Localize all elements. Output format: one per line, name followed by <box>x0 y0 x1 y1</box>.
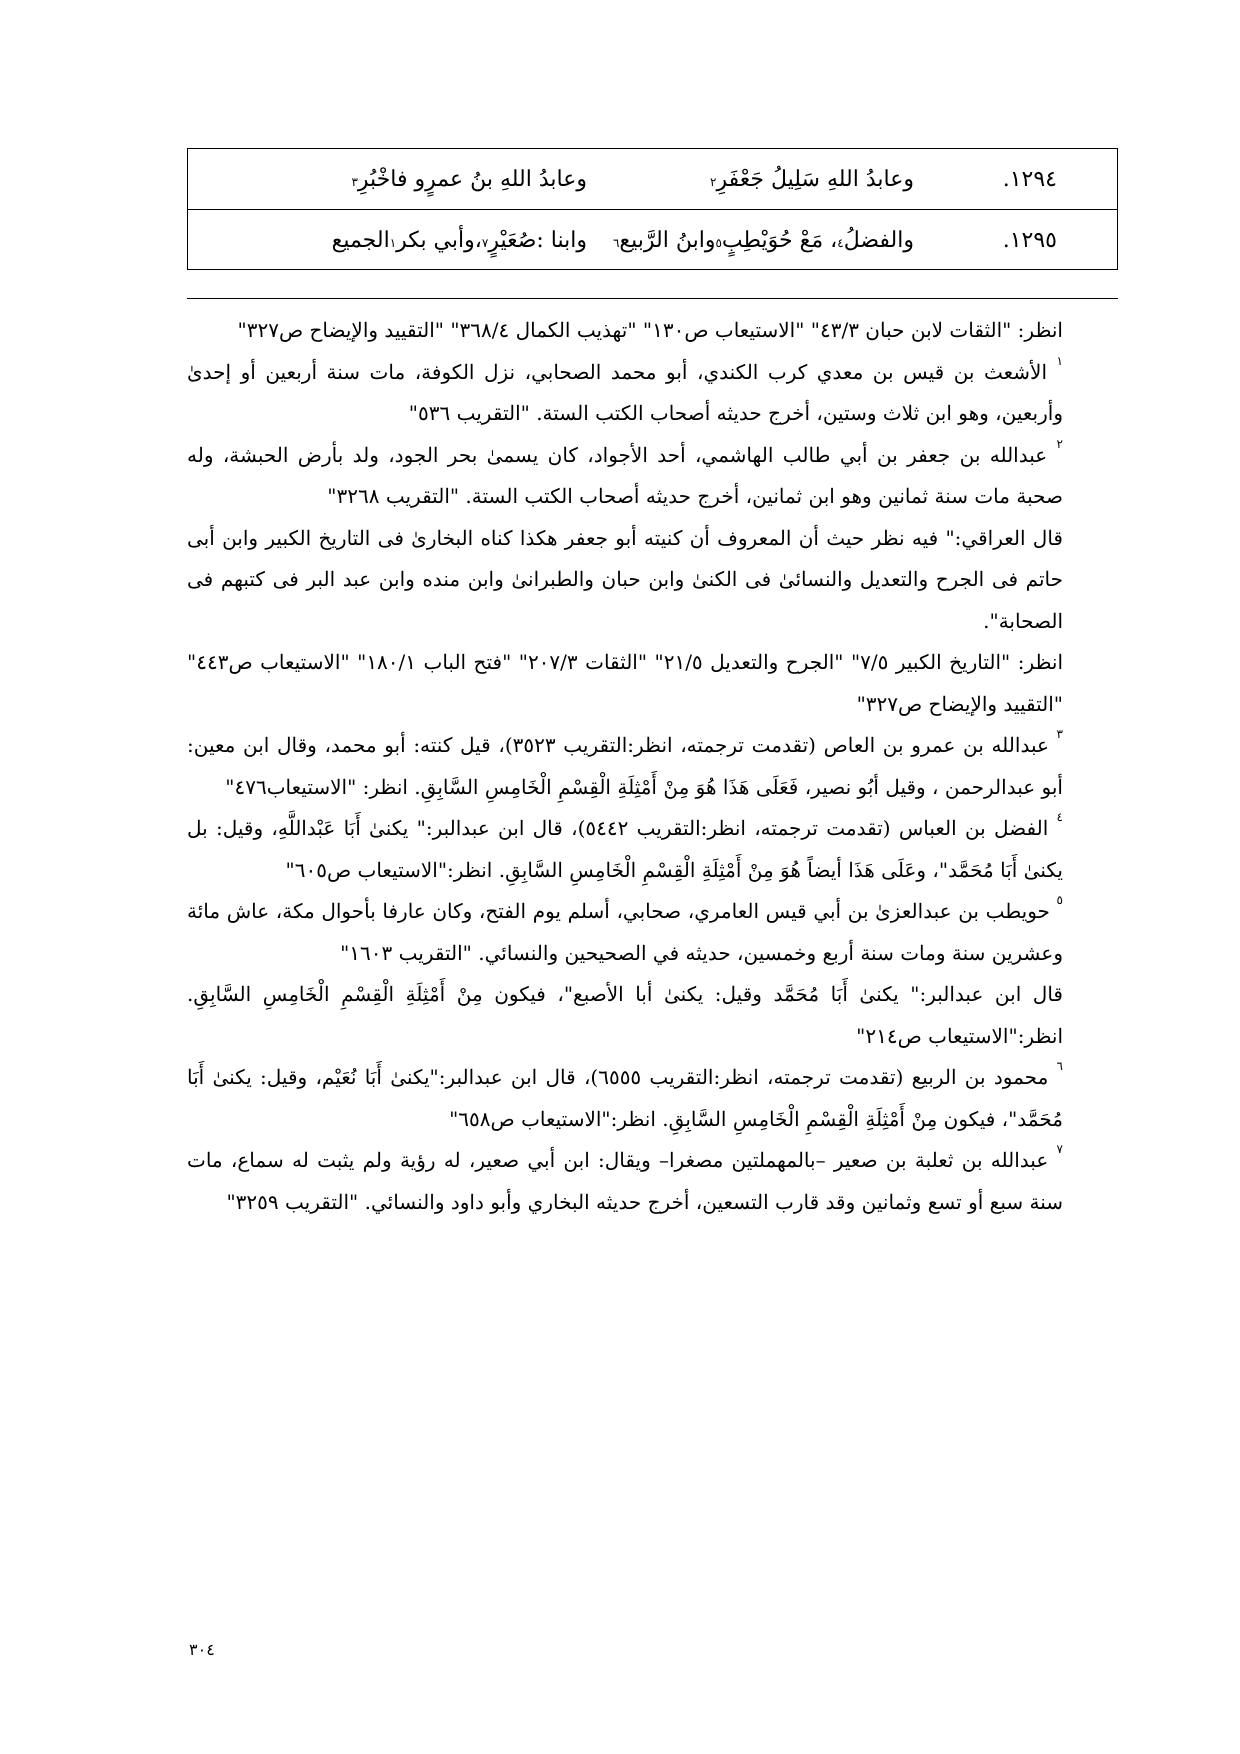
footnote-marker: ١ <box>389 236 397 250</box>
footnote-marker: ٢ <box>710 175 717 189</box>
footnote-text: انظر: "التاريخ الكبير ٧/٥" "الجرح والتعديل ٢١/٥" "الثقات ٢٠٧/٣" "فتح الباب ١٨٠/١" "الاستيعاب ص٤٤٣" "التقييد والإيضاح ص٣٢٧" <box>187 650 1064 716</box>
footnote <box>187 518 1063 643</box>
footnote <box>187 808 1063 891</box>
footnote <box>187 642 1063 725</box>
verse-second-hemistich <box>332 210 587 270</box>
footnote-marker: ٣ <box>351 175 358 189</box>
footnote-number: ٧ <box>1056 1142 1063 1156</box>
verse-table <box>187 148 1118 270</box>
footnote-text: انظر: "الثقات لابن حبان ٤٣/٣" "الاستيعاب ص١٣٠" "تهذيب الكمال ٣٦٨/٤" "التقييد والإيضاح ص٣٢٧" <box>237 318 1063 342</box>
verse-number: ١٢٩٥. <box>1002 227 1057 253</box>
footnote-number: ٤ <box>1056 810 1063 824</box>
footnote <box>187 1057 1063 1140</box>
footnote-marker: ٤ <box>837 236 844 250</box>
footnote-number: ٦ <box>1056 1059 1063 1073</box>
footnote-number: ٥ <box>1056 893 1063 907</box>
footnote-separator <box>187 298 1118 299</box>
verse-text: وابنا :صُعَيْرٍ <box>488 227 587 253</box>
footnote <box>187 1140 1063 1223</box>
footnote <box>187 352 1063 435</box>
verse-text: وابنُ الرَّبيع <box>619 227 716 253</box>
verse-text: ،وأبي بكر <box>396 227 482 253</box>
verse-text: ، مَعْ حُوَيْطِبٍ <box>721 227 838 253</box>
footnote-text: حويطب بن عبدالعزىٰ بن أبي قيس العامري، صحابي، أسلم يوم الفتح، وكان عارفا بأحوال مكة، عاش مائة وعشرين سنة ومات سنة أربع وخمسين، حديثه في الصحيحين والنسائي. "التقريب ١٦٠٣" <box>187 899 1063 965</box>
footnote-text: محمود بن الربيع (تقدمت ترجمته، انظر:التقريب ٦٥٥٥)، قال ابن عبدالبر:"يكنىٰ أَبَا نُعَيْم، وقيل: يكنىٰ أَبَا مُحَمَّد"، فيكون مِنْ أَمْثِلَةِ الْقِسْمِ الْخَامِسِ السَّابِقِ. انظر:"الاستيعاب ص٦٥٨" <box>187 1065 1063 1131</box>
footnote-text: قال ابن عبدالبر:" يكنىٰ أَبَا مُحَمَّد وقيل: يكنىٰ أبا الأصبع"، فيكون مِنْ أَمْثِلَةِ الْقِسْمِ الْخَامِسِ السَّابِقِ. انظر:"الاستيعاب ص٢١٤" <box>187 982 1063 1048</box>
verse-first-hemistich <box>613 210 914 270</box>
verse-first-hemistich <box>710 149 914 209</box>
footnote-text: الأشعث بن قيس بن معدي كرب الكندي، أبو محمد الصحابي، نزل الكوفة، مات سنة أربعين أو إحدىٰ وأربعين، وهو ابن ثلاث وستين، أخرج حديثه أصحاب الكتب الستة. "التقريب ٥٣٦" <box>187 359 1063 425</box>
footnote-number: ١ <box>1056 353 1063 368</box>
footnote-text: عبدالله بن ثعلبة بن صعير –بالمهملتين مصغرا– ويقال: ابن أبي صعير، له رؤية ولم يثبت له سماع، مات سنة سبع أو تسع وثمانين وقد قارب التسعين، أخرج حديثه البخاري وأبو داود والنسائي. "التقريب ٣٢٥٩" <box>187 1148 1063 1214</box>
page-number: ٣٠٤ <box>189 1640 215 1659</box>
footnote-text: عبدالله بن عمرو بن العاص (تقدمت ترجمته، انظر:التقريب ٣٥٢٣)، قيل كنته: أبو محمد، وقال ابن معين: أبو عبدالرحمن ، وقيل أبُو نصير، فَعَلَى هَذَا هُوَ مِنْ أَمْثِلَةِ الْقِسْمِ الْخَامِسِ السَّابِقِ. انظر: "الاستيعاب٤٧٦" <box>187 733 1063 799</box>
footnote-text: قال العراقي:" فيه نظر حيث أن المعروف أن كنيته أبو جعفر هكذا كناه البخارىٰ فى التاريخ الكبير وابن أبى حاتم فى الجرح والتعديل والنسائىٰ فى الكنىٰ وابن حبان والطبرانىٰ وابن منده وابن عبد البر فى كتبهم فى الصحابة". <box>187 525 1064 633</box>
footnote <box>187 891 1063 974</box>
verse-row <box>188 209 1117 270</box>
footnote-marker: ٦ <box>612 236 620 250</box>
verse-text: وعابدُ اللهِ سَلِيلُ جَعْفَرِ <box>716 166 914 192</box>
footnote-marker: ٥ <box>715 236 722 250</box>
verse-text: والفضلُ <box>843 227 914 253</box>
verse-second-hemistich <box>351 149 587 209</box>
footnote-text: الفضل بن العباس (تقدمت ترجمته، انظر:التقريب ٥٤٤٢)، قال ابن عبدالبر:" يكنىٰ أَبَا عَبْداللَّهِ، وقيل: بل يكنىٰ أَبَا مُحَمَّد"، وعَلَى هَذَا أيضاً هُوَ مِنْ أَمْثِلَةِ الْقِسْمِ الْخَامِسِ السَّابِقِ. انظر:"الاستيعاب ص٦٠٥" <box>187 816 1063 882</box>
verse-text: وعابدُ اللهِ بنُ عمرٍو فاخْبُرِ <box>357 166 587 192</box>
footnote <box>187 974 1063 1057</box>
footnote-marker: ٧ <box>481 236 489 250</box>
verse-text: الجميع <box>331 227 390 253</box>
footnote <box>187 310 1063 352</box>
footnote-number: ٢ <box>1056 436 1063 451</box>
footnote-text: عبدالله بن جعفر بن أبي طالب الهاشمي، أحد الأجواد، كان يسمىٰ بحر الجود، ولد بأرض الحبشة، وله صحبة مات سنة ثمانين وهو ابن ثمانين، أخرج حديثه أصحاب الكتب الستة. "التقريب ٣٢٦٨" <box>187 442 1063 508</box>
footnotes <box>187 310 1063 1223</box>
verse-row <box>188 149 1117 209</box>
footnote <box>187 435 1063 518</box>
footnote-number: ٣ <box>1056 727 1063 741</box>
footnote <box>187 725 1063 808</box>
verse-number: ١٢٩٤. <box>1002 166 1057 192</box>
